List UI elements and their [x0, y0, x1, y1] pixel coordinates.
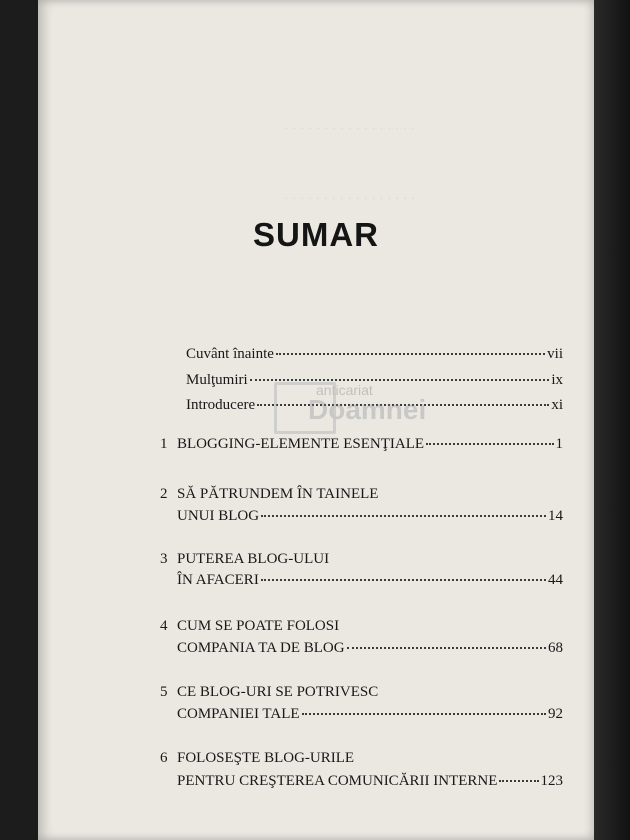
toc-entry-chapter: UNUI BLOG 14	[177, 508, 563, 524]
leader-dots	[426, 443, 553, 445]
leader-dots	[302, 713, 546, 715]
show-through-text: · · · · · · · · · · · · · · · · ·	[284, 190, 416, 205]
chapter-title-line: FOLOSEŞTE BLOG-URILE	[177, 750, 355, 766]
chapter-number: 6	[160, 750, 168, 766]
toc-entry-front: Cuvânt înainte vii	[186, 346, 563, 362]
chapter-number: 3	[160, 551, 168, 567]
leader-dots	[261, 515, 546, 517]
toc-entry-chapter: COMPANIA TA DE BLOG 68	[177, 640, 563, 656]
chapter-title-line: CUM SE POATE FOLOSI	[177, 618, 340, 634]
chapter-number: 5	[160, 684, 168, 700]
toc-entry-chapter: ÎN AFACERI 44	[177, 572, 563, 588]
watermark-logo: anticariat Doamnei	[274, 382, 432, 432]
toc-entry-chapter: BLOGGING-ELEMENTE ESENŢIALE 1	[177, 436, 563, 452]
chapter-number: 2	[160, 486, 168, 502]
leader-dots	[257, 404, 549, 406]
chapter-number: 4	[160, 618, 168, 634]
toc-entry-front: Introducere xi	[186, 397, 563, 413]
leader-dots	[250, 379, 550, 381]
chapter-title-line: SĂ PĂTRUNDEM ÎN TAINELE	[177, 486, 379, 502]
chapter-number: 1	[160, 436, 168, 452]
leader-dots	[347, 647, 546, 649]
toc-entry-chapter: PENTRU CREŞTEREA COMUNICĂRII INTERNE 123	[177, 773, 563, 789]
chapter-title-line: CE BLOG-URI SE POTRIVESC	[177, 684, 379, 700]
leader-dots	[499, 780, 538, 782]
chapter-title-line: PUTEREA BLOG-ULUI	[177, 551, 330, 567]
background-edge	[594, 0, 630, 840]
leader-dots	[276, 353, 545, 355]
leader-dots	[261, 579, 546, 581]
page-title: SUMAR	[253, 216, 379, 253]
book-page	[38, 0, 594, 840]
show-through-text: · · · · · · · · · · · · · · · · ·	[284, 120, 416, 135]
toc-entry-chapter: COMPANIEI TALE 92	[177, 706, 563, 722]
toc-entry-front: Mulţumiri ix	[186, 372, 563, 388]
